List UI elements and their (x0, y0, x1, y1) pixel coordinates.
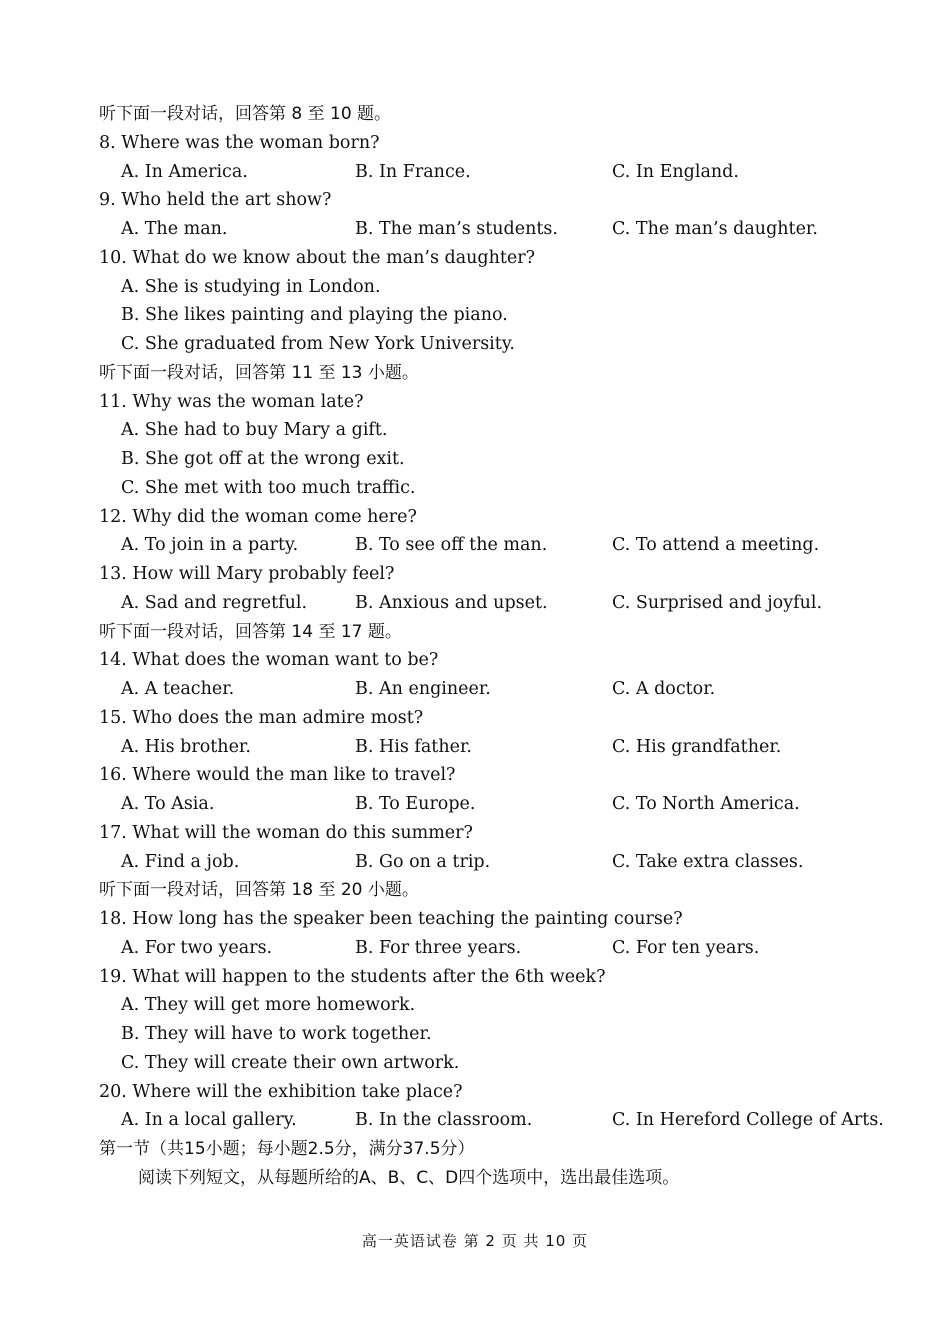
answer-option-c: C. To North America. (612, 794, 800, 814)
answer-option-c: C. For ten years. (612, 937, 760, 958)
answer-option-b: B. The man’s students. (355, 219, 558, 239)
answer-option-b: B. Go on a trip. (355, 851, 491, 872)
question-text: 8. Where was the woman born? (99, 132, 380, 153)
options-row (0, 216, 950, 242)
answer-option-c: C. A doctor. (612, 679, 716, 699)
question-line (0, 389, 950, 415)
question-line (0, 906, 950, 932)
answer-option-a: A. For two years. (121, 937, 273, 958)
option-line (0, 446, 950, 472)
options-row (0, 676, 950, 702)
answer-option-a: A. Sad and regretful. (121, 592, 308, 613)
answer-option-b: B. In France. (355, 161, 471, 182)
option-line (0, 475, 950, 501)
answer-option: B. She likes painting and playing the piano. (121, 305, 508, 326)
answer-option-a: A. To Asia. (121, 794, 215, 814)
question-line (0, 245, 950, 271)
question-line (0, 187, 950, 213)
answer-option: B. She got off at the wrong exit. (121, 449, 405, 469)
section-heading-line (0, 360, 950, 386)
options-row (0, 532, 950, 558)
section-heading-line (0, 877, 950, 903)
answer-option: A. They will get more homework. (121, 995, 416, 1016)
answer-option-c: C. In Hereford College of Arts. (612, 1110, 884, 1131)
answer-option-c: C. Take extra classes. (612, 851, 804, 872)
answer-option-b: B. In the classroom. (355, 1110, 533, 1131)
section-heading: 听下面一段对话，回答第 8 至 10 题。 (99, 104, 392, 124)
options-row (0, 159, 950, 185)
section-heading: 第一节（共15小题；每小题2.5分，满分37.5分） (99, 1139, 475, 1159)
question-line (0, 647, 950, 673)
answer-option-c: C. To attend a meeting. (612, 535, 820, 556)
answer-option-c: C. The man’s daughter. (612, 219, 818, 239)
answer-option-c: C. His grandfather. (612, 736, 782, 757)
option-line (0, 417, 950, 443)
question-text: 20. Where will the exhibition take place? (99, 1081, 463, 1102)
section-heading-line (0, 101, 950, 127)
page-footer: 高一英语试卷 第 2 页 共 10 页 (361, 1232, 589, 1250)
answer-option-a: A. The man. (121, 219, 228, 239)
option-line (0, 302, 950, 328)
option-line (0, 274, 950, 300)
options-row (0, 935, 950, 961)
answer-option: C. She graduated from New York University. (121, 334, 515, 354)
section-heading-line (0, 1136, 950, 1162)
answer-option: A. She is studying in London. (121, 276, 381, 297)
question-text: 19. What will happen to the students after the 6th week? (99, 966, 606, 987)
answer-option-a: A. In a local gallery. (121, 1110, 297, 1131)
answer-option: C. They will create their own artwork. (121, 1052, 460, 1073)
question-text: 16. Where would the man like to travel? (99, 765, 456, 786)
answer-option: A. She had to buy Mary a gift. (121, 420, 388, 441)
answer-option-c: C. Surprised and joyful. (612, 592, 823, 613)
answer-option-c: C. In England. (612, 161, 739, 182)
question-line (0, 504, 950, 530)
question-text: 17. What will the woman do this summer? (99, 822, 473, 843)
options-row (0, 1107, 950, 1133)
answer-option-a: A. His brother. (121, 736, 251, 757)
question-line (0, 1079, 950, 1105)
answer-option-a: A. To join in a party. (121, 535, 299, 556)
options-row (0, 791, 950, 817)
question-line (0, 561, 950, 587)
question-text: 12. Why did the woman come here? (99, 506, 417, 527)
question-text: 15. Who does the man admire most? (99, 707, 424, 728)
question-text: 9. Who held the art show? (99, 190, 332, 211)
options-row (0, 849, 950, 875)
section-heading: 听下面一段对话，回答第 14 至 17 题。 (99, 621, 402, 642)
answer-option-a: A. Find a job. (121, 851, 240, 872)
question-text: 13. How will Mary probably feel? (99, 564, 395, 584)
answer-option-b: B. To Europe. (355, 794, 476, 814)
instruction-text: 阅读下列短文，从每题所给的A、B、C、D四个选项中，选出最佳选项。 (138, 1167, 680, 1188)
option-line (0, 1021, 950, 1047)
option-line (0, 1050, 950, 1076)
section-heading-line (0, 619, 950, 645)
question-text: 14. What does the woman want to be? (99, 650, 439, 671)
answer-option-b: B. Anxious and upset. (355, 592, 548, 613)
answer-option-a: A. In America. (121, 161, 248, 182)
section-heading: 听下面一段对话，回答第 18 至 20 小题。 (99, 880, 419, 901)
options-row (0, 590, 950, 616)
answer-option-b: B. For three years. (355, 937, 522, 958)
instruction-line (0, 1165, 950, 1191)
answer-option-a: A. A teacher. (121, 679, 235, 699)
question-line (0, 705, 950, 731)
answer-option-b: B. To see off the man. (355, 535, 548, 556)
option-line (0, 992, 950, 1018)
section-heading: 听下面一段对话，回答第 11 至 13 小题。 (99, 362, 419, 383)
question-line (0, 130, 950, 156)
answer-option: B. They will have to work together. (121, 1024, 432, 1044)
options-row (0, 734, 950, 760)
answer-option-b: B. His father. (355, 736, 472, 757)
option-line (0, 331, 950, 357)
question-line (0, 762, 950, 788)
answer-option-b: B. An engineer. (355, 679, 491, 699)
answer-option: C. She met with too much traffic. (121, 477, 416, 498)
question-text: 18. How long has the speaker been teaching the painting course? (99, 909, 683, 929)
question-line (0, 820, 950, 846)
question-text: 11. Why was the woman late? (99, 391, 364, 412)
question-line (0, 964, 950, 990)
question-text: 10. What do we know about the man’s daughter? (99, 247, 536, 268)
